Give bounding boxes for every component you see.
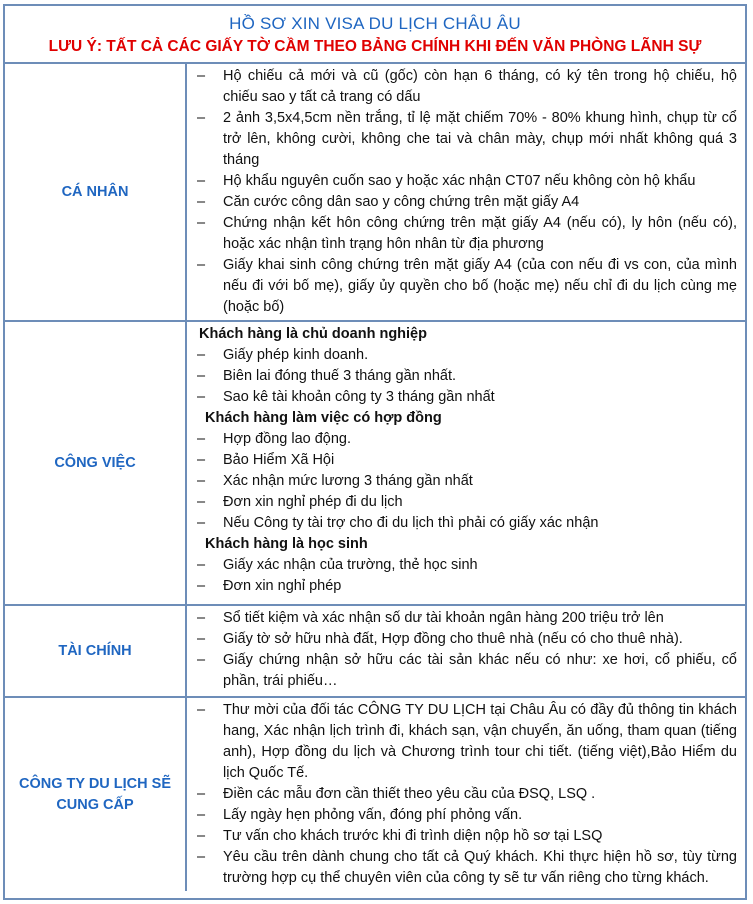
personal-list — [197, 66, 737, 318]
list-item: – Căn cước công dân sao y công chứng trên mặt giấy A4 — [197, 192, 737, 213]
section-content-personal — [186, 64, 745, 321]
section-content-finance — [186, 605, 745, 697]
work-student-list — [197, 555, 737, 597]
visa-document — [3, 4, 747, 900]
group-heading: Khách hàng là chủ doanh nghiệp — [199, 326, 427, 342]
list-item: – Giấy khai sinh công chứng trên mặt giấy A4 (của con nếu đi vs con, của mình nếu đi với bố mẹ), giấy ủy quyền cho bố (hoặc mẹ) nếu chỉ đi du lịch cùng mẹ (hoặc bố) — [197, 255, 737, 318]
document-title: HỒ SƠ XIN VISA DU LỊCH CHÂU ÂU — [229, 14, 521, 33]
section-label-agency: CÔNG TY DU LỊCH SẼ CUNG CẤP — [5, 697, 186, 891]
list-item: – Hộ khẩu nguyên cuốn sao y hoặc xác nhận CT07 nếu không còn hộ khẩu — [197, 171, 737, 192]
section-personal — [5, 64, 745, 321]
list-item: – Giấy chứng nhận sở hữu các tài sản khác nếu có như: xe hơi, cổ phiếu, cổ phần, trái phiếu… — [197, 650, 737, 692]
list-item: – Yêu cầu trên dành chung cho tất cả Quý khách. Khi thực hiện hồ sơ, tùy từng trường hợp cụ thể chuyên viên của công ty sẽ tư vấn riêng cho từng khách. — [197, 847, 737, 889]
list-item: – Sao kê tài khoản công ty 3 tháng gần nhất — [197, 387, 737, 408]
section-agency — [5, 697, 745, 891]
list-item: – Giấy xác nhận của trường, thẻ học sinh — [197, 555, 737, 576]
section-work — [5, 321, 745, 605]
section-content-agency — [186, 697, 745, 891]
section-label-finance: TÀI CHÍNH — [5, 605, 186, 697]
list-item: – Sổ tiết kiệm và xác nhận số dư tài khoản ngân hàng 200 triệu trở lên — [197, 608, 737, 629]
agency-list — [197, 700, 737, 889]
list-item: – Hộ chiếu cả mới và cũ (gốc) còn hạn 6 tháng, có ký tên trong hộ chiếu, hộ chiếu sao y tất cả trang có dấu — [197, 66, 737, 108]
list-item: – Nếu Công ty tài trợ cho đi du lịch thì phải có giấy xác nhận — [197, 513, 737, 534]
section-label-work: CÔNG VIỆC — [5, 321, 186, 605]
list-item: – Chứng nhận kết hôn công chứng trên mặt giấy A4 (nếu có), ly hôn (nếu có), hoặc xác nhận tình trạng hôn nhân từ địa phương — [197, 213, 737, 255]
section-label-personal: CÁ NHÂN — [5, 64, 186, 321]
list-item: – Thư mời của đối tác CÔNG TY DU LỊCH tại Châu Âu có đầy đủ thông tin khách hang, Xác nhận lịch trình đi, khách sạn, vận chuyển, ăn uống, tham quan (tiếng anh), Hợp đồng du lịch và Chương trình tour chi tiết. (tiếng việt),Bảo Hiểm du lịch Quốc Tế. — [197, 700, 737, 784]
list-item: – Hợp đồng lao động. — [197, 429, 737, 450]
list-item: – 2 ảnh 3,5x4,5cm nền trắng, tỉ lệ mặt chiếm 70% - 80% khung hình, chụp từ cổ trở lên, không cười, không che tai và chân mày, chụp mới nhất không quá 3 tháng — [197, 108, 737, 171]
work-contract-list — [197, 429, 737, 534]
list-item: – Điền các mẫu đơn cần thiết theo yêu cầu của ĐSQ, LSQ . — [197, 784, 737, 805]
section-content-work — [186, 321, 745, 605]
requirements-table — [5, 64, 745, 891]
group-heading: Khách hàng làm việc có hợp đồng — [205, 410, 442, 426]
document-note: LƯU Ý: TẤT CẢ CÁC GIẤY TỜ CẦM THEO BẢNG CHÍNH KHI ĐẾN VĂN PHÒNG LÃNH SỰ — [48, 38, 702, 55]
list-item: – Đơn xin nghỉ phép đi du lịch — [197, 492, 737, 513]
list-item: – Bảo Hiểm Xã Hội — [197, 450, 737, 471]
section-finance — [5, 605, 745, 697]
document-header — [5, 6, 745, 64]
list-item: – Xác nhận mức lương 3 tháng gần nhất — [197, 471, 737, 492]
list-item: – Giấy tờ sở hữu nhà đất, Hợp đồng cho thuê nhà (nếu có cho thuê nhà). — [197, 629, 737, 650]
list-item: – Giấy phép kinh doanh. — [197, 345, 737, 366]
list-item: – Tư vấn cho khách trước khi đi trình diện nộp hồ sơ tại LSQ — [197, 826, 737, 847]
list-item: – Đơn xin nghỉ phép — [197, 576, 737, 597]
list-item: – Lấy ngày hẹn phỏng vấn, đóng phí phỏng vấn. — [197, 805, 737, 826]
work-owner-list — [197, 345, 737, 408]
list-item: – Biên lai đóng thuế 3 tháng gần nhất. — [197, 366, 737, 387]
finance-list — [197, 608, 737, 692]
group-heading: Khách hàng là học sinh — [205, 536, 368, 552]
